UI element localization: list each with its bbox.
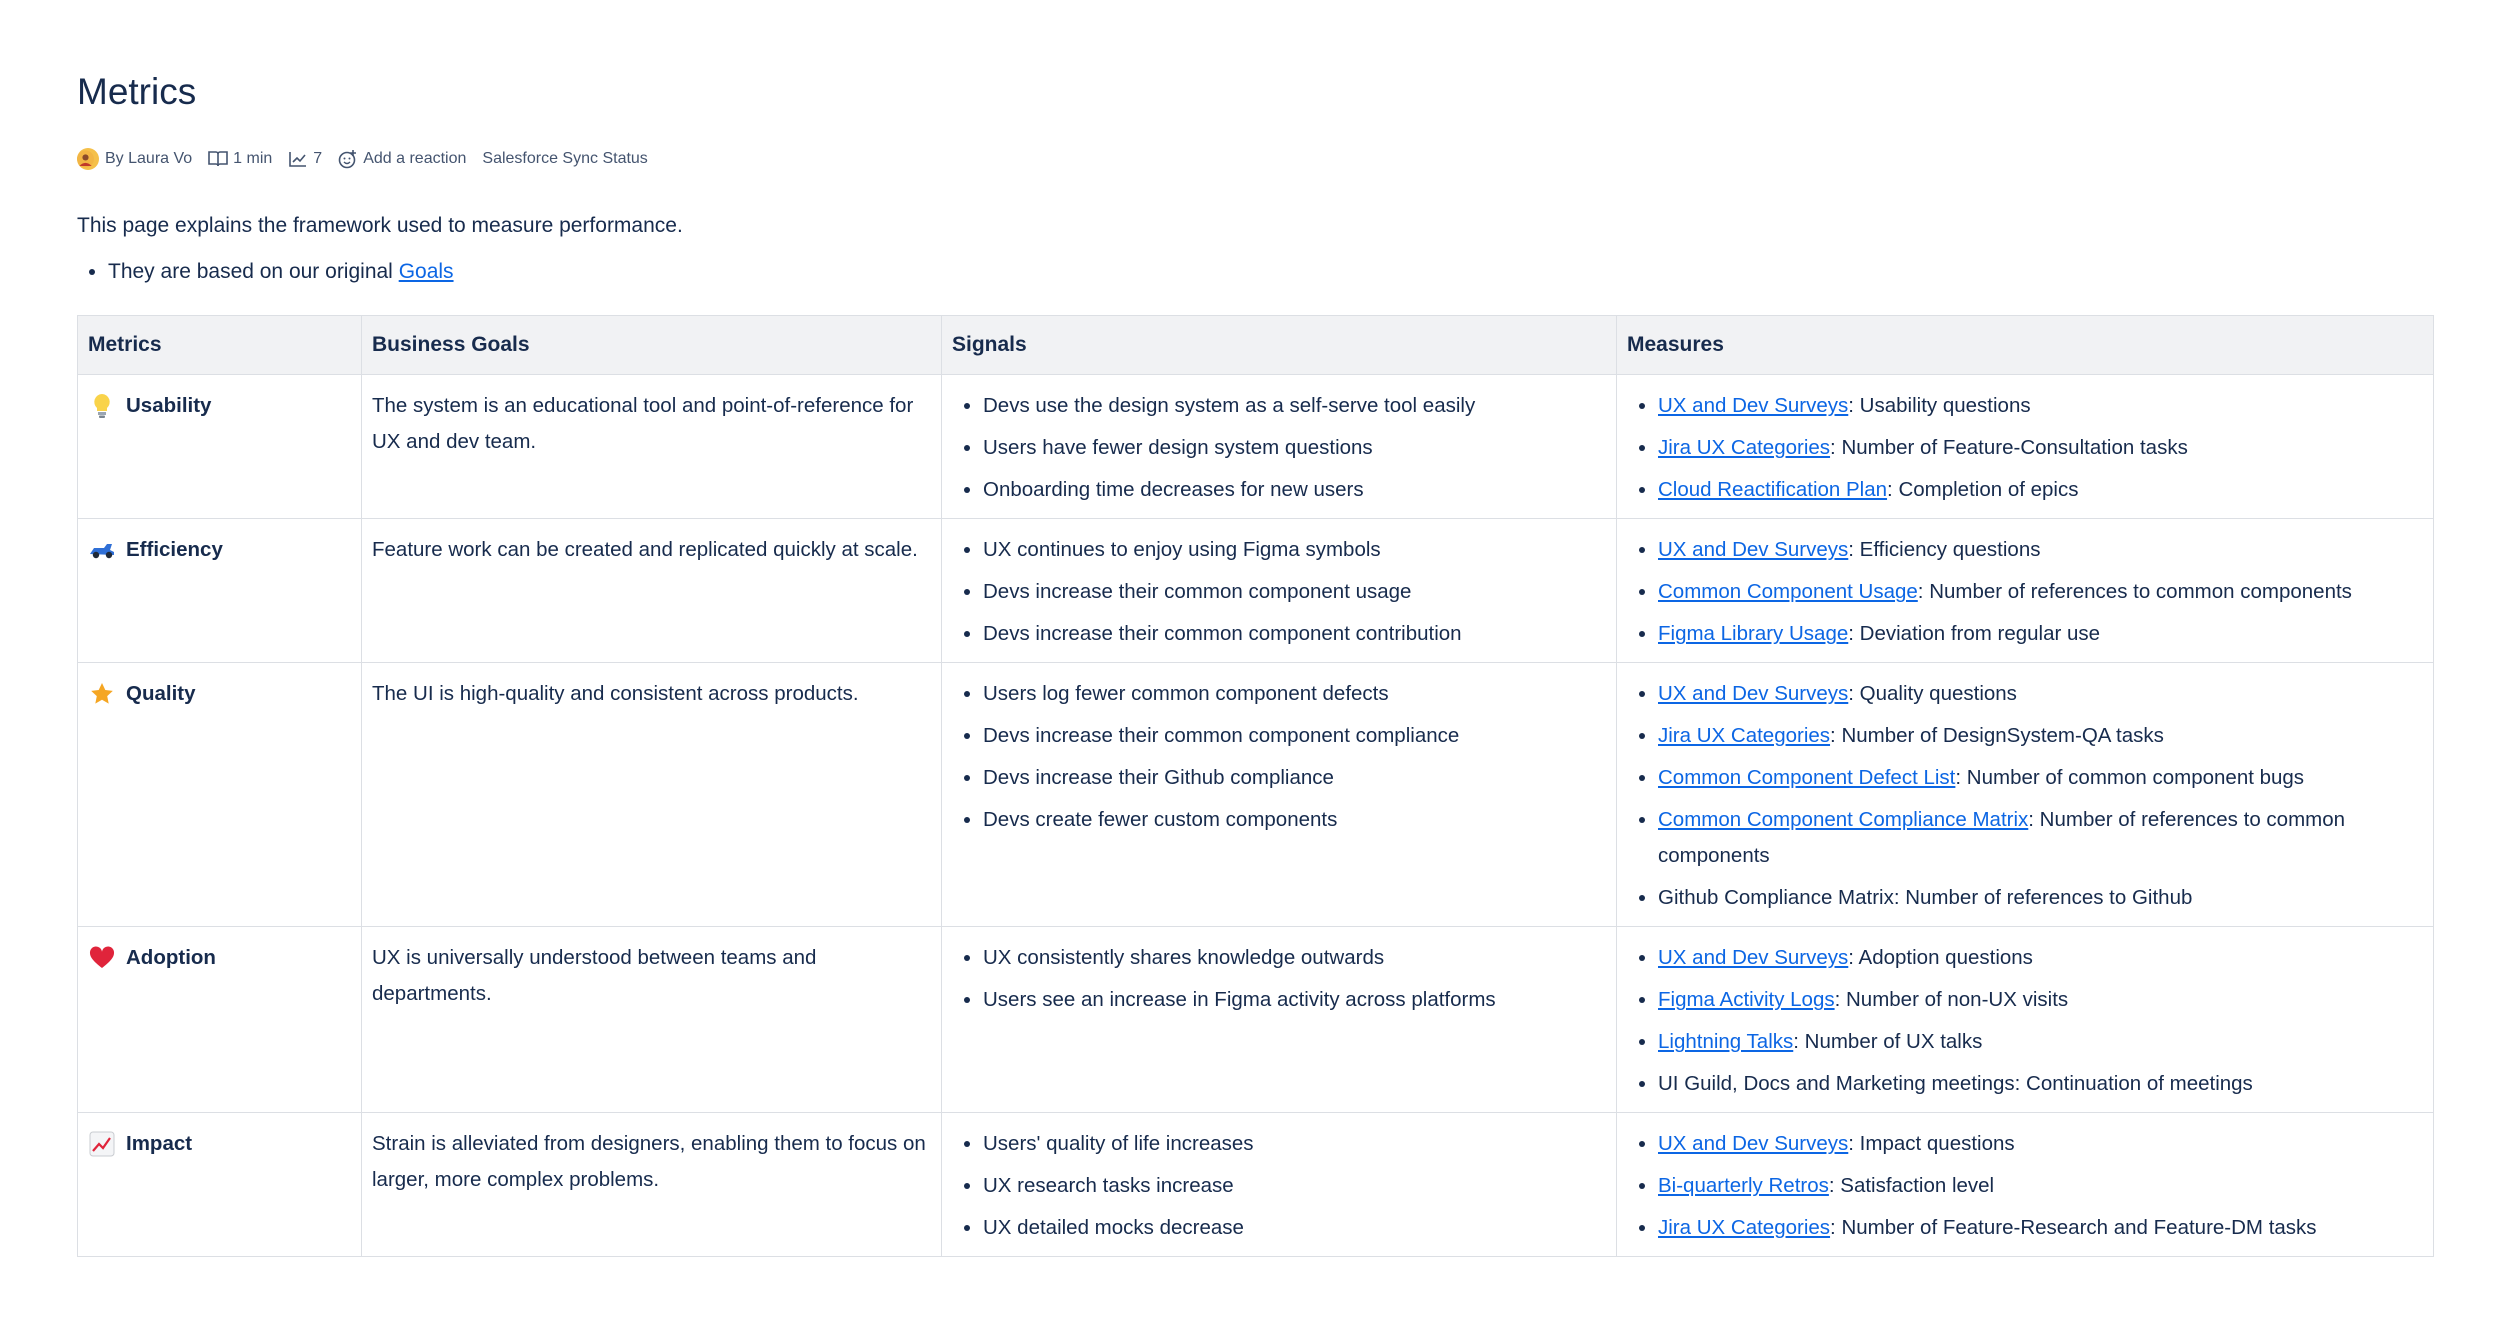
measure-link[interactable]: UX and Dev Surveys [1658, 946, 1849, 970]
measure-link[interactable]: Common Component Usage [1658, 580, 1918, 604]
business-goal-cell [362, 663, 942, 927]
measure-link[interactable]: UX and Dev Surveys [1658, 1132, 1849, 1156]
measure-item [1658, 718, 2423, 754]
signal-item: • Users' quality of life increases [983, 1126, 1606, 1162]
measure-text: : Number of Feature-Consultation tasks [1830, 436, 2188, 460]
page-title: Metrics [77, 71, 197, 112]
signal-item: • Devs increase their common component compliance [983, 718, 1606, 754]
business-goal-text: Feature work can be created and replicated quickly at scale. [372, 538, 918, 562]
metrics-table [77, 315, 2434, 1257]
measure-item [1658, 574, 2423, 610]
metric-cell [78, 927, 362, 1113]
table-row [78, 1113, 2434, 1257]
measure-link[interactable]: UX and Dev Surveys [1658, 394, 1849, 418]
measures-cell [1617, 663, 2434, 927]
measure-link[interactable]: Jira UX Categories [1658, 1216, 1831, 1240]
measure-item [1658, 388, 2423, 424]
signal-item: • Devs increase their Github compliance [983, 760, 1606, 796]
metric-cell [78, 663, 362, 927]
byline [77, 146, 2433, 172]
measure-item [1658, 880, 2423, 916]
race-car-icon [88, 536, 116, 564]
signal-item: • UX detailed mocks decrease [983, 1210, 1606, 1246]
avatar[interactable] [77, 148, 99, 170]
metric-cell [78, 375, 362, 519]
measure-item [1658, 802, 2423, 874]
business-goal-cell [362, 375, 942, 519]
measure-text: : Usability questions [1848, 394, 2031, 418]
measure-item [1658, 1024, 2423, 1060]
author[interactable] [77, 148, 192, 170]
metric-cell [78, 519, 362, 663]
intro-bullet-text: They are based on our original [108, 259, 399, 283]
measure-link[interactable]: Figma Activity Logs [1658, 988, 1835, 1012]
measure-link[interactable]: UX and Dev Surveys [1658, 538, 1849, 562]
metric-cell [78, 1113, 362, 1257]
signal-item: • Devs use the design system as a self-serve tool easily [983, 388, 1606, 424]
metric-name: Impact [126, 1132, 193, 1156]
measure-text: : Efficiency questions [1848, 538, 2041, 562]
lightbulb-icon [88, 392, 116, 420]
add-reaction-button[interactable] [338, 149, 466, 169]
measure-item [1658, 940, 2423, 976]
emoji-add-icon [338, 149, 358, 169]
business-goal-text: Strain is alleviated from designers, enabling them to focus on larger, more complex problems. [372, 1132, 926, 1192]
measure-text: : Number of DesignSystem-QA tasks [1830, 724, 2164, 748]
measure-text: Github Compliance Matrix: Number of references to Github [1658, 886, 2193, 910]
signals-cell [942, 927, 1617, 1113]
signal-item: • Devs increase their common component contribution [983, 616, 1606, 652]
chart-increasing-icon [88, 1130, 116, 1158]
table-header-row [78, 316, 2434, 375]
measures-cell [1617, 519, 2434, 663]
header-signals: Signals [942, 316, 1617, 375]
measure-text: : Number of references to common components [1917, 580, 2352, 604]
measure-item [1658, 676, 2423, 712]
measure-text: : Number of references to common components [1658, 808, 2346, 868]
measure-item [1658, 1066, 2423, 1102]
measure-item [1658, 616, 2423, 652]
metric-name: Usability [126, 394, 212, 418]
measure-text: : Number of UX talks [1793, 1030, 1983, 1054]
read-time-label: 1 min [233, 150, 273, 168]
measure-item [1658, 982, 2423, 1018]
signal-item: • Users log fewer common component defects [983, 676, 1606, 712]
measure-text: : Quality questions [1848, 682, 2017, 706]
intro-bullet [108, 256, 2433, 288]
measure-link[interactable]: Jira UX Categories [1658, 724, 1831, 748]
signal-item: • Devs create fewer custom components [983, 802, 1606, 838]
measure-item [1658, 1168, 2423, 1204]
business-goal-text: The system is an educational tool and point-of-reference for UX and dev team. [372, 394, 914, 454]
measure-text: : Number of Feature-Research and Feature-DM tasks [1830, 1216, 2317, 1240]
measure-link[interactable]: Jira UX Categories [1658, 436, 1831, 460]
book-icon [208, 150, 228, 168]
measure-text: : Number of non-UX visits [1834, 988, 2069, 1012]
measure-link[interactable]: Common Component Defect List [1658, 766, 1956, 790]
measure-text: : Impact questions [1848, 1132, 2015, 1156]
add-reaction-label: Add a reaction [363, 150, 467, 168]
table-row [78, 663, 2434, 927]
signal-item: • Devs increase their common component usage [983, 574, 1606, 610]
salesforce-sync-status[interactable]: Salesforce Sync Status [482, 150, 648, 168]
header-metrics: Metrics [78, 316, 362, 375]
table-row [78, 927, 2434, 1113]
views-count: 7 [313, 150, 323, 168]
business-goal-text: UX is universally understood between teams and departments. [372, 946, 817, 1006]
table-row [78, 519, 2434, 663]
table-row [78, 375, 2434, 519]
page-content [77, 60, 2433, 1257]
measure-item [1658, 1126, 2423, 1162]
intro-list [77, 256, 2433, 288]
metric-name: Quality [126, 682, 196, 706]
goals-link[interactable]: Goals [398, 259, 454, 283]
heart-icon [88, 944, 116, 972]
measure-item [1658, 430, 2423, 466]
metric-name: Adoption [126, 946, 216, 970]
measure-link[interactable]: Common Component Compliance Matrix [1658, 808, 2029, 832]
measures-cell [1617, 1113, 2434, 1257]
measure-link[interactable]: Cloud Reactification Plan [1658, 478, 1888, 502]
signal-item: • Users see an increase in Figma activity across platforms [983, 982, 1606, 1018]
measure-link[interactable]: UX and Dev Surveys [1658, 682, 1849, 706]
table-body [78, 375, 2434, 1257]
measure-text: : Deviation from regular use [1848, 622, 2101, 646]
signal-item: • UX research tasks increase [983, 1168, 1606, 1204]
trend-icon [288, 150, 308, 168]
measure-text: UI Guild, Docs and Marketing meetings: Continuation of meetings [1658, 1072, 2253, 1096]
measure-item [1658, 760, 2423, 796]
signals-cell [942, 663, 1617, 927]
signal-item: • UX consistently shares knowledge outwards [983, 940, 1606, 976]
metric-name: Efficiency [126, 538, 223, 562]
star-icon [88, 680, 116, 708]
signal-item: • UX continues to enjoy using Figma symbols [983, 532, 1606, 568]
business-goal-cell [362, 519, 942, 663]
intro-text: This page explains the framework used to measure performance. [77, 214, 683, 238]
read-time [208, 150, 272, 168]
signals-cell [942, 1113, 1617, 1257]
measure-text: : Adoption questions [1848, 946, 2033, 970]
measure-link[interactable]: Lightning Talks [1658, 1030, 1794, 1054]
signals-cell [942, 519, 1617, 663]
measure-item [1658, 532, 2423, 568]
measure-link[interactable]: Figma Library Usage [1658, 622, 1849, 646]
header-business-goals: Business Goals [362, 316, 942, 375]
measures-cell [1617, 375, 2434, 519]
business-goal-cell [362, 1113, 942, 1257]
measure-item [1658, 1210, 2423, 1246]
measures-cell [1617, 927, 2434, 1113]
measure-text: : Number of common component bugs [1955, 766, 2305, 790]
signal-item: • Onboarding time decreases for new users [983, 472, 1606, 508]
measure-item [1658, 472, 2423, 508]
views[interactable] [288, 150, 322, 168]
header-measures: Measures [1617, 316, 2434, 375]
signal-item: • Users have fewer design system questions [983, 430, 1606, 466]
measure-text: : Satisfaction level [1828, 1174, 1995, 1198]
business-goal-text: The UI is high-quality and consistent across products. [372, 682, 859, 706]
signals-cell [942, 375, 1617, 519]
business-goal-cell [362, 927, 942, 1113]
measure-text: : Completion of epics [1887, 478, 2079, 502]
author-name: By Laura Vo [105, 150, 193, 168]
measure-link[interactable]: Bi-quarterly Retros [1658, 1174, 1829, 1198]
